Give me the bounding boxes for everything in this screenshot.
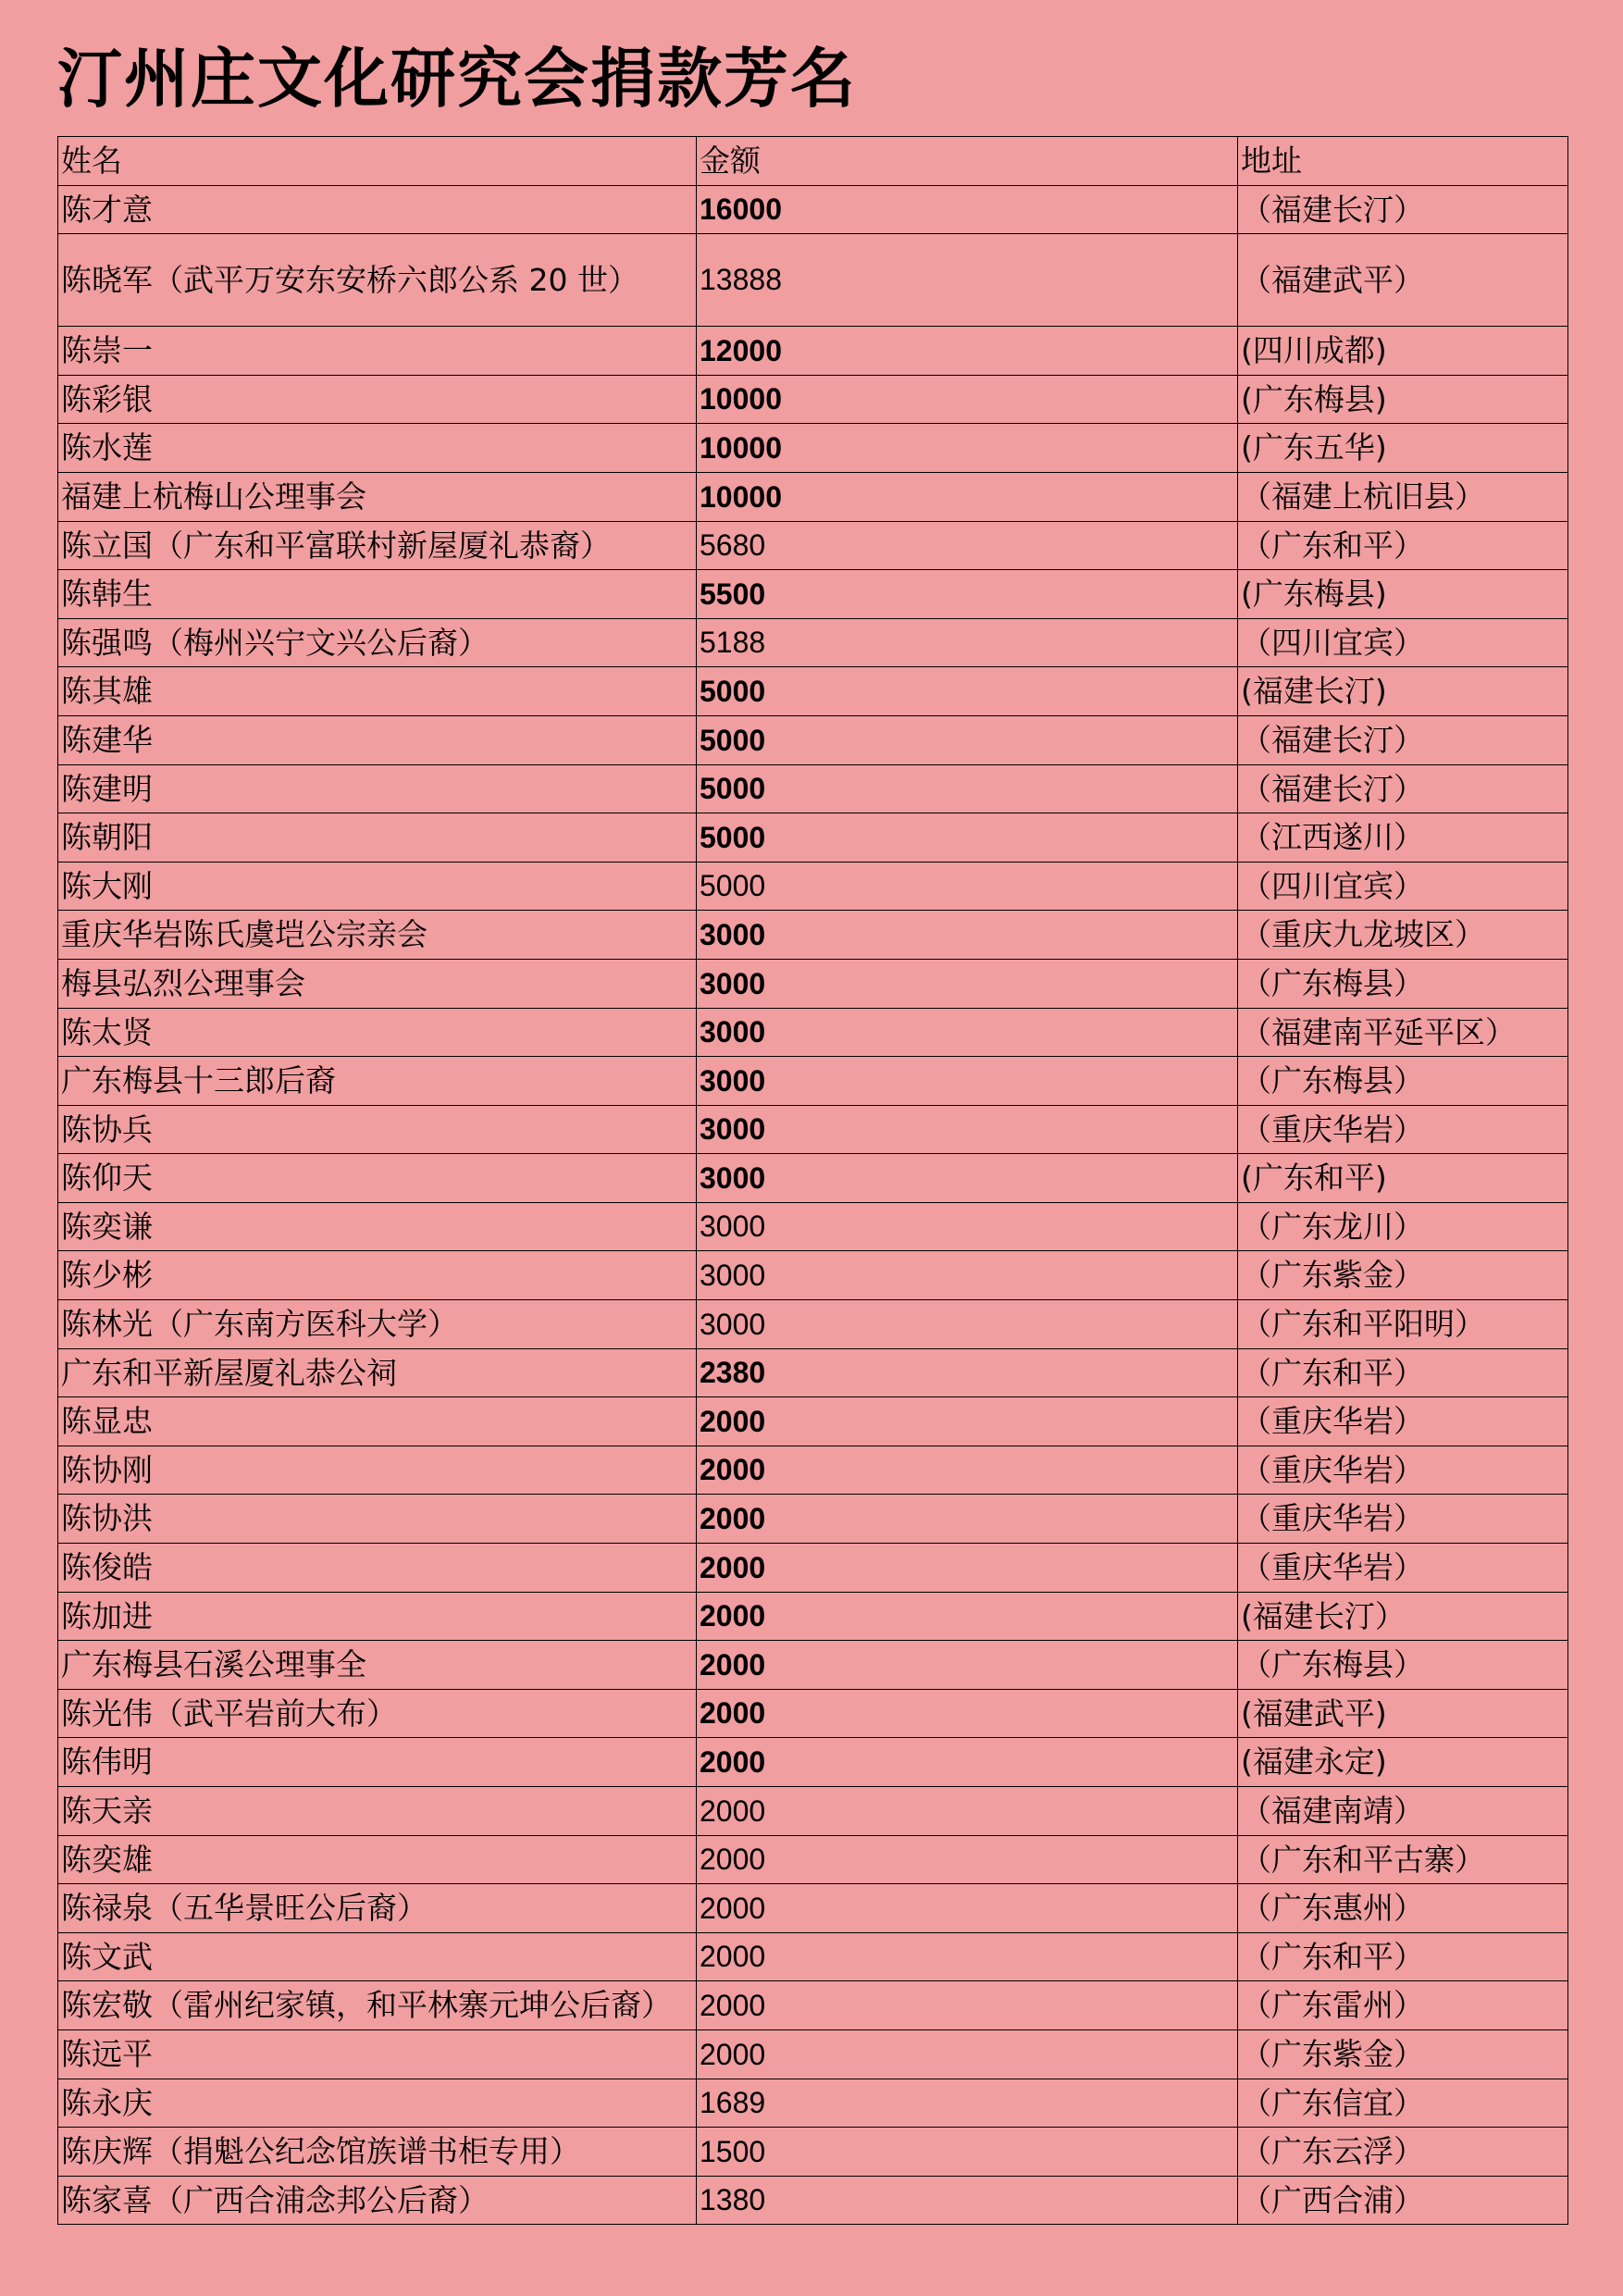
donor-name-cell: 陈奕谦 bbox=[58, 1202, 697, 1251]
donation-amount-cell: 3000 bbox=[697, 1057, 1238, 1106]
donor-name-cell: 陈建华 bbox=[58, 715, 697, 764]
donor-address-cell: （福建上杭旧县） bbox=[1238, 472, 1568, 521]
donor-address-cell: （四川宜宾） bbox=[1238, 862, 1568, 911]
donor-address-cell: （重庆华岩） bbox=[1238, 1446, 1568, 1495]
donor-address-cell: （四川宜宾） bbox=[1238, 618, 1568, 667]
donation-amount-cell: 3000 bbox=[697, 959, 1238, 1008]
donation-amount-cell: 12000 bbox=[697, 327, 1238, 376]
donor-name-cell: 陈协兵 bbox=[58, 1105, 697, 1154]
donor-address-cell: （广东紫金） bbox=[1238, 2029, 1568, 2079]
donation-amount-cell: 5000 bbox=[697, 764, 1238, 813]
donation-amount-cell: 2000 bbox=[697, 1932, 1238, 1981]
donor-address-cell: （广东梅县） bbox=[1238, 1641, 1568, 1690]
table-row bbox=[58, 185, 1568, 234]
page-title: 汀州庄文化研究会捐款芳名 bbox=[57, 41, 857, 117]
donation-amount-cell: 2000 bbox=[697, 1544, 1238, 1593]
donation-amount-cell: 2000 bbox=[697, 1787, 1238, 1836]
donor-name-cell: 陈仰天 bbox=[58, 1154, 697, 1203]
donation-amount-cell: 2000 bbox=[697, 1689, 1238, 1738]
donor-name-cell: 广东梅县石溪公理事全 bbox=[58, 1641, 697, 1690]
table-row bbox=[58, 813, 1568, 863]
donor-name-cell: 陈太贤 bbox=[58, 1008, 697, 1057]
header-amount: 金额 bbox=[697, 137, 1238, 186]
table-row bbox=[58, 618, 1568, 667]
donor-name-cell: 陈奕雄 bbox=[58, 1835, 697, 1884]
table-row bbox=[58, 1105, 1568, 1154]
donation-amount-cell: 2000 bbox=[697, 1835, 1238, 1884]
donation-amount-cell: 1380 bbox=[697, 2176, 1238, 2225]
donation-amount-cell: 10000 bbox=[697, 424, 1238, 473]
table-row bbox=[58, 1008, 1568, 1057]
table-row bbox=[58, 862, 1568, 911]
donor-address-cell: （广东云浮） bbox=[1238, 2128, 1568, 2177]
donation-amount-cell: 2380 bbox=[697, 1348, 1238, 1397]
donation-amount-cell: 2000 bbox=[697, 1981, 1238, 2030]
table-row bbox=[58, 1397, 1568, 1446]
table-row bbox=[58, 1641, 1568, 1690]
donor-name-cell: 重庆华岩陈氏虞垲公宗亲会 bbox=[58, 911, 697, 960]
donor-name-cell: 陈才意 bbox=[58, 185, 697, 234]
donor-address-cell: （广东惠州） bbox=[1238, 1884, 1568, 1933]
table-row bbox=[58, 1251, 1568, 1300]
donation-amount-cell: 10000 bbox=[697, 375, 1238, 424]
table-row bbox=[58, 375, 1568, 424]
donor-name-cell: 陈韩生 bbox=[58, 570, 697, 619]
donor-name-cell: 陈立国（广东和平富联村新屋厦礼恭裔） bbox=[58, 521, 697, 570]
donor-name-cell: 陈庆辉（捐魁公纪念馆族谱书柜专用） bbox=[58, 2128, 697, 2177]
donor-name-cell: 陈强鸣（梅州兴宁文兴公后裔） bbox=[58, 618, 697, 667]
donor-address-cell: （广东梅县） bbox=[1238, 1057, 1568, 1106]
donor-address-cell: (广东梅县) bbox=[1238, 570, 1568, 619]
donation-amount-cell: 2000 bbox=[697, 1884, 1238, 1933]
donor-address-cell: （江西遂川） bbox=[1238, 813, 1568, 863]
donor-address-cell: （福建长汀） bbox=[1238, 715, 1568, 764]
donation-amount-cell: 2000 bbox=[697, 2029, 1238, 2079]
table-row bbox=[58, 1202, 1568, 1251]
table-row bbox=[58, 424, 1568, 473]
donation-amount-cell: 2000 bbox=[697, 1641, 1238, 1690]
donor-name-cell: 陈光伟（武平岩前大布） bbox=[58, 1689, 697, 1738]
table-row bbox=[58, 1835, 1568, 1884]
table-row bbox=[58, 1689, 1568, 1738]
donor-address-cell: (福建武平) bbox=[1238, 1689, 1568, 1738]
donation-amount-cell: 5680 bbox=[697, 521, 1238, 570]
donor-name-cell: 陈水莲 bbox=[58, 424, 697, 473]
donor-address-cell: （福建南平延平区） bbox=[1238, 1008, 1568, 1057]
donor-address-cell: （福建武平） bbox=[1238, 234, 1568, 327]
donor-address-cell: （福建长汀） bbox=[1238, 185, 1568, 234]
donor-address-cell: （广东紫金） bbox=[1238, 1251, 1568, 1300]
table-row bbox=[58, 1495, 1568, 1544]
donation-amount-cell: 1689 bbox=[697, 2079, 1238, 2128]
table-row bbox=[58, 764, 1568, 813]
donor-name-cell: 广东和平新屋厦礼恭公祠 bbox=[58, 1348, 697, 1397]
donor-name-cell: 广东梅县十三郎后裔 bbox=[58, 1057, 697, 1106]
donor-name-cell: 陈天亲 bbox=[58, 1787, 697, 1836]
donor-address-cell: （广东和平阳明） bbox=[1238, 1300, 1568, 1349]
donor-address-cell: （福建南靖） bbox=[1238, 1787, 1568, 1836]
donation-amount-cell: 2000 bbox=[697, 1397, 1238, 1446]
donor-address-cell: (广东五华) bbox=[1238, 424, 1568, 473]
table-row bbox=[58, 959, 1568, 1008]
donation-amount-cell: 5000 bbox=[697, 667, 1238, 716]
donor-name-cell: 陈文武 bbox=[58, 1932, 697, 1981]
donation-amount-cell: 1500 bbox=[697, 2128, 1238, 2177]
donor-name-cell: 陈崇一 bbox=[58, 327, 697, 376]
table-row bbox=[58, 1787, 1568, 1836]
donor-name-cell: 福建上杭梅山公理事会 bbox=[58, 472, 697, 521]
donor-name-cell: 陈俊皓 bbox=[58, 1544, 697, 1593]
donor-address-cell: （重庆华岩） bbox=[1238, 1397, 1568, 1446]
donation-amount-cell: 2000 bbox=[697, 1738, 1238, 1787]
table-row bbox=[58, 1932, 1568, 1981]
donor-address-cell: （广东和平古寨） bbox=[1238, 1835, 1568, 1884]
table-row bbox=[58, 1446, 1568, 1495]
donation-amount-cell: 3000 bbox=[697, 1105, 1238, 1154]
donor-name-cell: 陈大刚 bbox=[58, 862, 697, 911]
donation-amount-cell: 10000 bbox=[697, 472, 1238, 521]
donor-name-cell: 陈家喜（广西合浦念邦公后裔） bbox=[58, 2176, 697, 2225]
table-row bbox=[58, 2176, 1568, 2225]
table-row bbox=[58, 911, 1568, 960]
donor-name-cell: 陈建明 bbox=[58, 764, 697, 813]
donor-address-cell: （广西合浦） bbox=[1238, 2176, 1568, 2225]
donation-amount-cell: 5188 bbox=[697, 618, 1238, 667]
donation-amount-cell: 2000 bbox=[697, 1592, 1238, 1641]
donor-address-cell: （重庆九龙坡区） bbox=[1238, 911, 1568, 960]
donor-address-cell: （广东龙川） bbox=[1238, 1202, 1568, 1251]
table-header-row bbox=[58, 137, 1568, 186]
donor-name-cell: 陈禄泉（五华景旺公后裔） bbox=[58, 1884, 697, 1933]
header-name: 姓名 bbox=[58, 137, 697, 186]
table-row bbox=[58, 1884, 1568, 1933]
table-row bbox=[58, 570, 1568, 619]
table-row bbox=[58, 715, 1568, 764]
donation-amount-cell: 3000 bbox=[697, 1251, 1238, 1300]
donor-address-cell: （重庆华岩） bbox=[1238, 1105, 1568, 1154]
table-row bbox=[58, 472, 1568, 521]
donation-amount-cell: 16000 bbox=[697, 185, 1238, 234]
donation-amount-cell: 2000 bbox=[697, 1446, 1238, 1495]
donor-address-cell: （广东雷州） bbox=[1238, 1981, 1568, 2030]
donation-amount-cell: 13888 bbox=[697, 234, 1238, 327]
donor-name-cell: 陈林光（广东南方医科大学） bbox=[58, 1300, 697, 1349]
donor-address-cell: (福建永定) bbox=[1238, 1738, 1568, 1787]
donor-name-cell: 陈显忠 bbox=[58, 1397, 697, 1446]
table-row bbox=[58, 1981, 1568, 2030]
donation-amount-cell: 5000 bbox=[697, 813, 1238, 863]
table-row bbox=[58, 1154, 1568, 1203]
donor-address-cell: （广东梅县） bbox=[1238, 959, 1568, 1008]
table-row bbox=[58, 2029, 1568, 2079]
donation-amount-cell: 5000 bbox=[697, 715, 1238, 764]
donor-address-cell: （广东和平） bbox=[1238, 1932, 1568, 1981]
donor-name-cell: 陈晓军（武平万安东安桥六郎公系 20 世） bbox=[58, 234, 697, 327]
table-row bbox=[58, 1348, 1568, 1397]
donation-amount-cell: 5000 bbox=[697, 862, 1238, 911]
donation-table bbox=[57, 136, 1568, 2225]
donation-amount-cell: 3000 bbox=[697, 911, 1238, 960]
donor-name-cell: 陈加进 bbox=[58, 1592, 697, 1641]
donor-name-cell: 陈彩银 bbox=[58, 375, 697, 424]
donor-address-cell: （广东和平） bbox=[1238, 521, 1568, 570]
donor-name-cell: 陈协刚 bbox=[58, 1446, 697, 1495]
donor-address-cell: (福建长汀) bbox=[1238, 667, 1568, 716]
donation-amount-cell: 3000 bbox=[697, 1300, 1238, 1349]
donor-address-cell: (广东梅县) bbox=[1238, 375, 1568, 424]
table-row bbox=[58, 1738, 1568, 1787]
donor-name-cell: 梅县弘烈公理事会 bbox=[58, 959, 697, 1008]
donation-amount-cell: 2000 bbox=[697, 1495, 1238, 1544]
table-row bbox=[58, 1544, 1568, 1593]
donor-address-cell: (福建长汀） bbox=[1238, 1592, 1568, 1641]
table-row bbox=[58, 327, 1568, 376]
donor-name-cell: 陈协洪 bbox=[58, 1495, 697, 1544]
donation-amount-cell: 3000 bbox=[697, 1008, 1238, 1057]
table-row bbox=[58, 521, 1568, 570]
donor-name-cell: 陈朝阳 bbox=[58, 813, 697, 863]
donor-address-cell: （重庆华岩） bbox=[1238, 1495, 1568, 1544]
donor-address-cell: （重庆华岩） bbox=[1238, 1544, 1568, 1593]
donation-amount-cell: 5500 bbox=[697, 570, 1238, 619]
donor-name-cell: 陈其雄 bbox=[58, 667, 697, 716]
table-row bbox=[58, 1592, 1568, 1641]
donor-address-cell: （广东和平） bbox=[1238, 1348, 1568, 1397]
donor-name-cell: 陈远平 bbox=[58, 2029, 697, 2079]
table-row bbox=[58, 667, 1568, 716]
donor-address-cell: (广东和平) bbox=[1238, 1154, 1568, 1203]
donor-name-cell: 陈少彬 bbox=[58, 1251, 697, 1300]
table-row bbox=[58, 2128, 1568, 2177]
table-row bbox=[58, 1057, 1568, 1106]
table-row bbox=[58, 1300, 1568, 1349]
donation-amount-cell: 3000 bbox=[697, 1154, 1238, 1203]
donor-name-cell: 陈永庆 bbox=[58, 2079, 697, 2128]
header-address: 地址 bbox=[1238, 137, 1568, 186]
donor-address-cell: （福建长汀） bbox=[1238, 764, 1568, 813]
donor-address-cell: (四川成都) bbox=[1238, 327, 1568, 376]
donation-amount-cell: 3000 bbox=[697, 1202, 1238, 1251]
table-row bbox=[58, 2079, 1568, 2128]
table-row bbox=[58, 234, 1568, 327]
donor-address-cell: （广东信宜） bbox=[1238, 2079, 1568, 2128]
donor-name-cell: 陈宏敬（雷州纪家镇，和平林寨元坤公后裔） bbox=[58, 1981, 697, 2030]
donor-name-cell: 陈伟明 bbox=[58, 1738, 697, 1787]
